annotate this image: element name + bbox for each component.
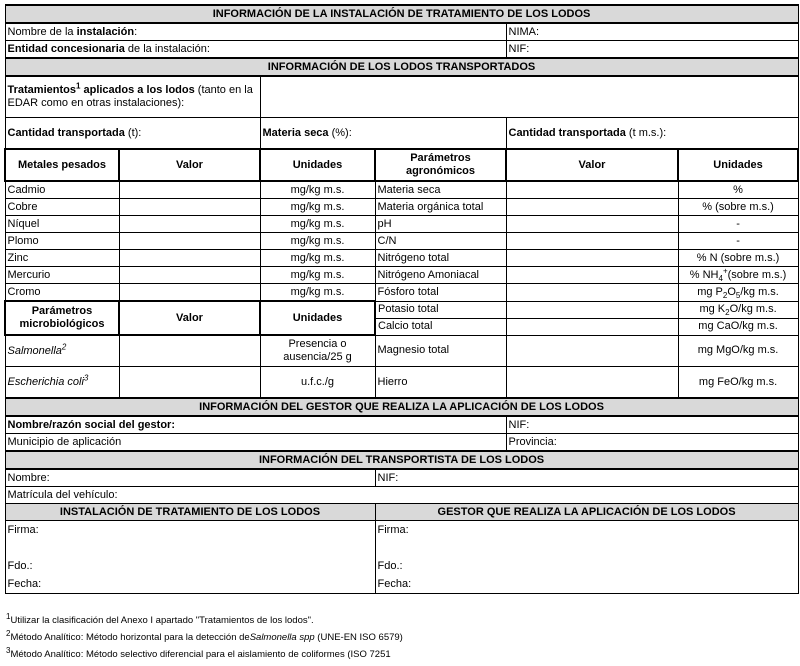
header-valor-micro: Valor	[119, 301, 260, 335]
agro-value-input[interactable]	[506, 267, 678, 284]
table-row	[5, 284, 798, 302]
section-header-transportista: INFORMACIÓN DEL TRANSPORTISTA DE LOS LODOS	[5, 451, 798, 469]
fdo-instalacion-field[interactable]: Fdo.:	[5, 557, 375, 575]
agro-unit: %	[678, 181, 798, 199]
micro-value-input[interactable]	[119, 335, 260, 367]
agro-unit: mg MgO/kg m.s.	[678, 335, 798, 367]
materia-seca-field[interactable]: Materia seca (%):	[260, 118, 506, 150]
section-header-instalacion: INFORMACIÓN DE LA INSTALACIÓN DE TRATAMIENTO DE LOS LODOS	[5, 5, 798, 23]
metal-unit: mg/kg m.s.	[260, 216, 375, 233]
section-header-lodos: INFORMACIÓN DE LOS LODOS TRANSPORTADOS	[5, 58, 798, 76]
table-row	[5, 301, 798, 318]
nif-instalacion-field[interactable]: NIF:	[506, 41, 798, 59]
agro-name: Hierro	[375, 367, 506, 399]
metal-value-input[interactable]	[119, 250, 260, 267]
nima-field[interactable]: NIMA:	[506, 23, 798, 41]
fecha-instalacion-field[interactable]: Fecha:	[5, 575, 375, 594]
agro-unit: mg CaO/kg m.s.	[678, 318, 798, 335]
municipio-aplicacion-field[interactable]: Municipio de aplicación	[5, 434, 506, 452]
firma-gestor-header: GESTOR QUE REALIZA LA APLICACIÓN DE LOS LODOS	[375, 504, 798, 521]
micro-unit: u.f.c./g	[260, 367, 375, 399]
firma-gestor-space[interactable]	[375, 539, 798, 557]
agro-value-input[interactable]	[506, 199, 678, 216]
table-row	[5, 199, 798, 216]
agro-name: Nitrógeno total	[375, 250, 506, 267]
metal-unit: mg/kg m.s.	[260, 233, 375, 250]
agro-value-input[interactable]	[506, 233, 678, 250]
nombre-instalacion-field[interactable]: Nombre de la instalación:	[5, 23, 506, 41]
agro-value-input[interactable]	[506, 367, 678, 399]
metal-name: Plomo	[5, 233, 119, 250]
agro-name: Magnesio total	[375, 335, 506, 367]
agro-name: Materia seca	[375, 181, 506, 199]
metal-value-input[interactable]	[119, 181, 260, 199]
metal-unit: mg/kg m.s.	[260, 181, 375, 199]
agro-value-input[interactable]	[506, 284, 678, 302]
agro-value-input[interactable]	[506, 181, 678, 199]
metal-value-input[interactable]	[119, 233, 260, 250]
header-unidades-agro: Unidades	[678, 149, 798, 181]
metal-name: Níquel	[5, 216, 119, 233]
footnotes	[6, 612, 403, 663]
metal-name: Mercurio	[5, 267, 119, 284]
agro-unit: % (sobre m.s.)	[678, 199, 798, 216]
agro-unit: mg $P_2O_5/kg$ m.s.	[678, 284, 798, 302]
provincia-field[interactable]: Provincia:	[506, 434, 798, 452]
agro-name: C/N	[375, 233, 506, 250]
firma-gestor-field[interactable]: Firma:	[375, 521, 798, 540]
agro-value-input[interactable]	[506, 335, 678, 367]
agro-name: Calcio total	[375, 318, 506, 335]
tratamientos-label: Tratamientos$^1$ aplicados a los lodos (tanto en la EDAR como en otras instalaciones):	[5, 76, 260, 118]
tratamientos-field[interactable]	[260, 76, 798, 118]
header-unidades: Unidades	[260, 149, 375, 181]
agro-unit: -	[678, 216, 798, 233]
entidad-concesionaria-field[interactable]: Entidad concesionaria de la instalación:	[5, 41, 506, 59]
micro-unit: Presencia o ausencia/25 g	[260, 335, 375, 367]
header-valor: Valor	[119, 149, 260, 181]
agro-name: Nitrógeno Amoniacal	[375, 267, 506, 284]
header-valor-agro: Valor	[506, 149, 678, 181]
footnote-3: $^3$Método Analítico: Método selectivo diferencial para el aislamiento de coliformes (ISO 7251	[6, 645, 391, 660]
agro-value-input[interactable]	[506, 250, 678, 267]
firma-instalacion-field[interactable]: Firma:	[5, 521, 375, 540]
micro-name: Escherichia coli$^3$	[5, 367, 119, 399]
header-metales-pesados: Metales pesados	[5, 149, 119, 181]
header-unidades-micro: Unidades	[260, 301, 375, 335]
metal-unit: mg/kg m.s.	[260, 284, 375, 302]
metal-name: Cromo	[5, 284, 119, 302]
cantidad-transportada-field[interactable]: Cantidad transportada (t):	[5, 118, 260, 150]
metal-value-input[interactable]	[119, 216, 260, 233]
cantidad-ms-field[interactable]: Cantidad transportada (t m.s.):	[506, 118, 798, 150]
footnote-1: $^1$Utilizar la clasificación del Anexo I apartado "Tratamientos de los lodos".	[6, 611, 314, 626]
section-header-gestor: INFORMACIÓN DEL GESTOR QUE REALIZA LA APLICACIÓN DE LOS LODOS	[5, 398, 798, 416]
table-row	[5, 181, 798, 199]
table-row	[5, 267, 798, 284]
table-row	[5, 335, 798, 367]
header-parametros-agronomicos: Parámetros agronómicos	[375, 149, 506, 181]
gestor-nombre-field[interactable]: Nombre/razón social del gestor:	[5, 416, 506, 434]
firma-instalacion-header: INSTALACIÓN DE TRATAMIENTO DE LOS LODOS	[5, 504, 375, 521]
metal-unit: mg/kg m.s.	[260, 199, 375, 216]
agro-unit: % $NH_4^+(sobre$ m.s.)	[678, 267, 798, 284]
transportista-nombre-field[interactable]: Nombre:	[5, 469, 375, 487]
form-table	[4, 4, 799, 594]
table-row	[5, 216, 798, 233]
fdo-gestor-field[interactable]: Fdo.:	[375, 557, 798, 575]
footnote-2: $^2$Método Analítico: Método horizontal para la detección deSalmonella spp (UNE-EN ISO 6579)	[6, 628, 403, 643]
transportista-nif-field[interactable]: NIF:	[375, 469, 798, 487]
agro-name: Potasio total	[375, 301, 506, 318]
metal-name: Cadmio	[5, 181, 119, 199]
metal-name: Cobre	[5, 199, 119, 216]
agro-value-input[interactable]	[506, 216, 678, 233]
agro-value-input[interactable]	[506, 318, 678, 335]
agro-unit: % N (sobre m.s.)	[678, 250, 798, 267]
metal-unit: mg/kg m.s.	[260, 267, 375, 284]
metal-unit: mg/kg m.s.	[260, 250, 375, 267]
metal-name: Zinc	[5, 250, 119, 267]
agro-unit: mg $K_2O/kg$ m.s.	[678, 301, 798, 318]
table-row	[5, 233, 798, 250]
agro-unit: mg FeO/kg m.s.	[678, 367, 798, 399]
matricula-field[interactable]: Matrícula del vehículo:	[5, 487, 798, 504]
metal-value-input[interactable]	[119, 284, 260, 302]
metal-value-input[interactable]	[119, 267, 260, 284]
agro-unit: -	[678, 233, 798, 250]
agro-name: Fósforo total	[375, 284, 506, 302]
agro-value-input[interactable]	[506, 301, 678, 318]
metal-value-input[interactable]	[119, 199, 260, 216]
table-row	[5, 250, 798, 267]
micro-name: Salmonella$^2$	[5, 335, 119, 367]
agro-name: pH	[375, 216, 506, 233]
header-parametros-microbiologicos: Parámetros microbiológicos	[5, 301, 119, 335]
table-row	[5, 367, 798, 399]
agro-name: Materia orgánica total	[375, 199, 506, 216]
firma-instalacion-space[interactable]	[5, 539, 375, 557]
fecha-gestor-field[interactable]: Fecha:	[375, 575, 798, 594]
micro-value-input[interactable]	[119, 367, 260, 399]
gestor-nif-field[interactable]: NIF:	[506, 416, 798, 434]
